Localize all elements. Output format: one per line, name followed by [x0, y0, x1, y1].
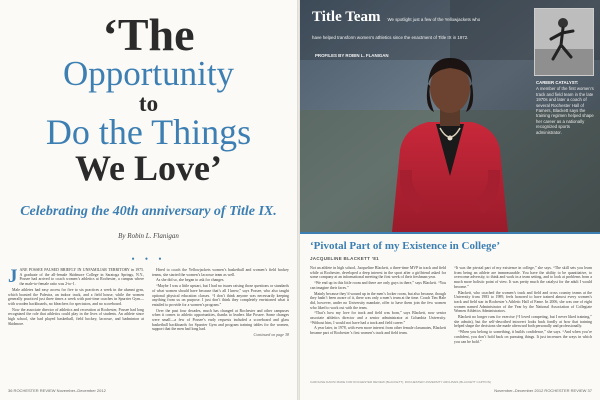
col3-para-2: “We end up in this little room and there are only guys in there,” says Blackett. “You can imagine their faces.” — [310, 281, 446, 290]
col2-para-1: Hired to coach the Yellowjackets women’s basketball and women’s field hockey teams, she started the women’s lacrosse team as well. — [152, 268, 289, 277]
left-page — [0, 0, 297, 400]
photo-credit: CAROLINE DAVIS/ MADE FOR ROCHESTER REVIEW (BLACKETT); ROCHESTER UNIVERSITY ARCHIVES (BLACKETT CAPTION) — [310, 380, 491, 384]
caption-head: CAREER CATALYST: — [536, 80, 579, 85]
title-team-credit: PROFILES BY ROBIN L. FLANIGAN — [315, 53, 389, 58]
col3-para-3: Mainly because they’d wound up in the men’s locker room, but also because, though they hadn’t been aware of it, there was only a men’s team at the time. Coach Tim Hale did, however, under no University mandate, offer to have them join the few women who liked to work out with the team. — [310, 291, 446, 310]
col4-para-1: “It was the pivotal part of my existence in college,” she says. “The skill sets you learn from being an athlete are immeasurable. You have the ability to be quantitative, to overcome adversity, to think and work in a team setting, and to look at problems from a much more holistic point of view. It was pretty much the catalyst for the adult I would become.” — [454, 266, 592, 289]
subhead: Celebrating the 40th anniversary of Title IX. — [20, 204, 277, 219]
title-team-intro: We spotlight just a few of the Yellowjackets who have helped transform women’s athletics since the enactment of Title IX in 1972. — [312, 17, 481, 40]
drop-cap: J — [8, 266, 18, 287]
byline: By Robin L. Flanigan — [118, 232, 179, 240]
continued-note: Continued on page 38 — [253, 332, 289, 338]
title-team-box — [312, 8, 488, 62]
col2-para-2: As she did so, she began to ask for changes. — [156, 278, 225, 283]
title-team-heading: Title Team — [312, 9, 381, 25]
body-column-1 — [8, 268, 144, 327]
col2-para-3: “Maybe I was a little upstart, but I had no issues raising those questions or standards of what women should have because that’s all I knew,” says Possee, who also taught optional physical education classes. “I don’t think anyone was necessarily keeping anything from us on purpose. I just don’t think they completely envisioned what it entailed to provide for a women’s program.” — [152, 284, 289, 307]
archival-inset-photo — [534, 8, 594, 76]
folio-right: November–December 2012 ROCHESTER REVIEW 37 — [494, 388, 592, 393]
headline-line-1: ‘The — [102, 9, 195, 60]
headline-line-5: We Love’ — [75, 148, 222, 188]
section-rule — [300, 232, 600, 234]
col1-para-1: ANE POSSEE PAUSED BRIEFLY IN UNFAMILIAR TERRITORY in 1975. A graduate of the all-female Skidmore College in Saratoga Springs, N.Y., Possee had arrived to coach women’s athletics at Rochester, a campus where the male-to-female ratio was 2-to-1. — [19, 268, 144, 287]
photo-caption — [536, 80, 594, 135]
ornament-dots: • • • — [131, 254, 166, 264]
body-column-2 — [152, 268, 289, 338]
col4-para-2: Blackett, who coached the women’s track and field and cross country teams at the University from 1983 to 1989, feels honored to have trained almost every women’s track and field star in Rochester’s Athletic Hall of Fame. In 2006, she was one of eight women named Administrator of the Year by the National Association of Collegiate Women Athletics Administrators. — [454, 290, 592, 314]
right-page — [300, 0, 600, 400]
col1-para-2: Male athletes had easy access for five to six practices a week in the alumni gym, which boasted the Palestra, an indoor track, and a field house, while the women generally practiced just three times a week with part-time coaches in Spurrier Gym—with wooden backboards, no bleachers for spectators, and no scoreboard. — [8, 287, 144, 306]
col4-para-3: Blackett no longer runs for exercise (“I loved competing, but I never liked training,” she admits), but the self-described introvert looks back fondly at how that training helped shape the decisions she made afterward both personally and professionally. — [454, 315, 592, 329]
headline-line-3: to — [138, 91, 159, 116]
headline-line-2: Opportunity — [62, 54, 235, 93]
col3-para-5: A year later, in 1978, with even more interest from other female classmates, Blackett became part of Rochester’s first women’s track and field team. — [310, 326, 446, 336]
col3-para-4: “That’s how my love for track and field was born,” says Blackett, now senior associate athletics director and a senior administrator at Columbia University. “Without him, I would not have had a track and field career.” — [310, 311, 446, 325]
col2-para-4: Over the past four decades, much has changed at Rochester and other campuses when it comes to athletic opportunities, thanks to leaders like Possee. Some changes were small—a few of Possee’s early requests included a scoreboard and glass basketball backboards for Spurrier Gym and program training tables for the women, support that the men had long had. — [152, 308, 289, 332]
runner-illustration — [535, 9, 593, 75]
folio-left: 36 ROCHESTER REVIEW November–December 2012 — [8, 388, 106, 393]
body-column-3 — [310, 266, 446, 337]
body-column-4 — [454, 266, 592, 345]
profile-subject: JACQUELINE BLACKETT ’81 — [310, 256, 379, 261]
profile-heading: ‘Pivotal Part of my Existence in College’ — [310, 240, 501, 252]
caption-text: A member of the first women’s track and field team in the late 1970s and later a coach of several Rochester Hall of Famers, Blackett says the training regimen helped shape her career as a nationally recognized sports administrator. — [536, 86, 594, 135]
headline-line-4: Do the Things — [45, 112, 252, 152]
col4-para-4: “When you belong to something, it builds confidence,” she says. “And when you’re confident, you don’t hold back on pursuing things. It just increases the ways in which you can be bold.” — [454, 330, 592, 344]
col1-para-3: Now the associate director of athletics and recreation at Rochester, Possee had long recognized the role that athletics could play in the lives of students. An athlete since high school, she had played basketball, field hockey, lacrosse, and badminton at Skidmore. — [8, 307, 144, 326]
col3-para-1: Not an athlete in high school, Jacqueline Blackett, a three-time MVP in track and field while at Rochester, developed a deep interest in the sport after a girlfriend asked for some company at an informational meeting the first week of their freshman year. — [310, 266, 446, 280]
